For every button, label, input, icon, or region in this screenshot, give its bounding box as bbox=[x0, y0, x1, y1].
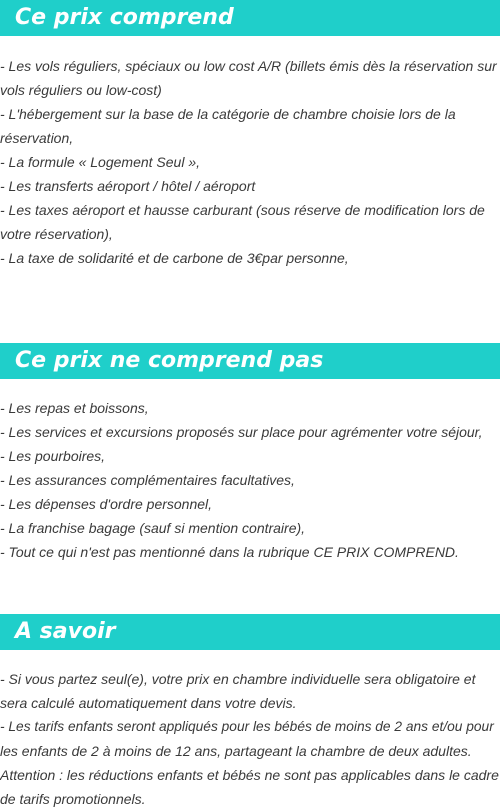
text-line: - Les transferts aéroport / hôtel / aéroport bbox=[0, 178, 256, 194]
text-line: - Tout ce qui n'est pas mentionné dans la rubrique CE PRIX COMPREND. bbox=[0, 544, 459, 560]
text-line: Attention : les réductions enfants et bébés ne sont pas applicables dans le cadre bbox=[0, 767, 499, 783]
text-line: - Si vous partez seul(e), votre prix en chambre individuelle sera obligatoire et bbox=[0, 671, 476, 687]
text-line: de tarifs promotionnels. bbox=[0, 791, 146, 807]
text-line: vols réguliers ou low-cost) bbox=[0, 82, 162, 98]
text-line: - Les tarifs enfants seront appliqués pour les bébés de moins de 2 ans et/ou pour bbox=[0, 719, 494, 734]
section-title: A savoir bbox=[0, 614, 500, 650]
text-line: - La franchise bagage (sauf si mention contraire), bbox=[0, 520, 306, 536]
text-line: sera calculé automatiquement dans votre devis. bbox=[0, 695, 297, 711]
text-line: - La formule « Logement Seul », bbox=[0, 154, 201, 170]
section-body bbox=[0, 54, 500, 270]
section-title: Ce prix comprend bbox=[0, 0, 500, 36]
text-line: les enfants de 2 à moins de 12 ans, partageant la chambre de deux adultes. bbox=[0, 743, 472, 759]
section-good-to-know bbox=[0, 614, 500, 811]
text-line: - Les assurances complémentaires facultatives, bbox=[0, 472, 295, 488]
text-line: - Les vols réguliers, spéciaux ou low cost A/R (billets émis dès la réservation sur bbox=[0, 58, 497, 74]
text-line: - Les dépenses d'ordre personnel, bbox=[0, 496, 213, 512]
text-line: - Les repas et boissons, bbox=[0, 400, 149, 416]
text-line: - La taxe de solidarité et de carbone de 3€par personne, bbox=[0, 250, 349, 266]
section-price-includes bbox=[0, 0, 500, 270]
section-body bbox=[0, 667, 500, 811]
text-line: - L'hébergement sur la base de la catégorie de chambre choisie lors de la bbox=[0, 106, 456, 122]
text-line: - Les pourboires, bbox=[0, 448, 106, 464]
text-line: - Les services et excursions proposés sur place pour agrémenter votre séjour, bbox=[0, 424, 483, 440]
text-line: - Les taxes aéroport et hausse carburant (sous réserve de modification lors de bbox=[0, 202, 485, 218]
section-title: Ce prix ne comprend pas bbox=[0, 343, 500, 379]
text-line: votre réservation), bbox=[0, 226, 113, 242]
text-line: réservation, bbox=[0, 130, 74, 146]
section-body bbox=[0, 396, 500, 564]
section-price-excludes bbox=[0, 343, 500, 564]
